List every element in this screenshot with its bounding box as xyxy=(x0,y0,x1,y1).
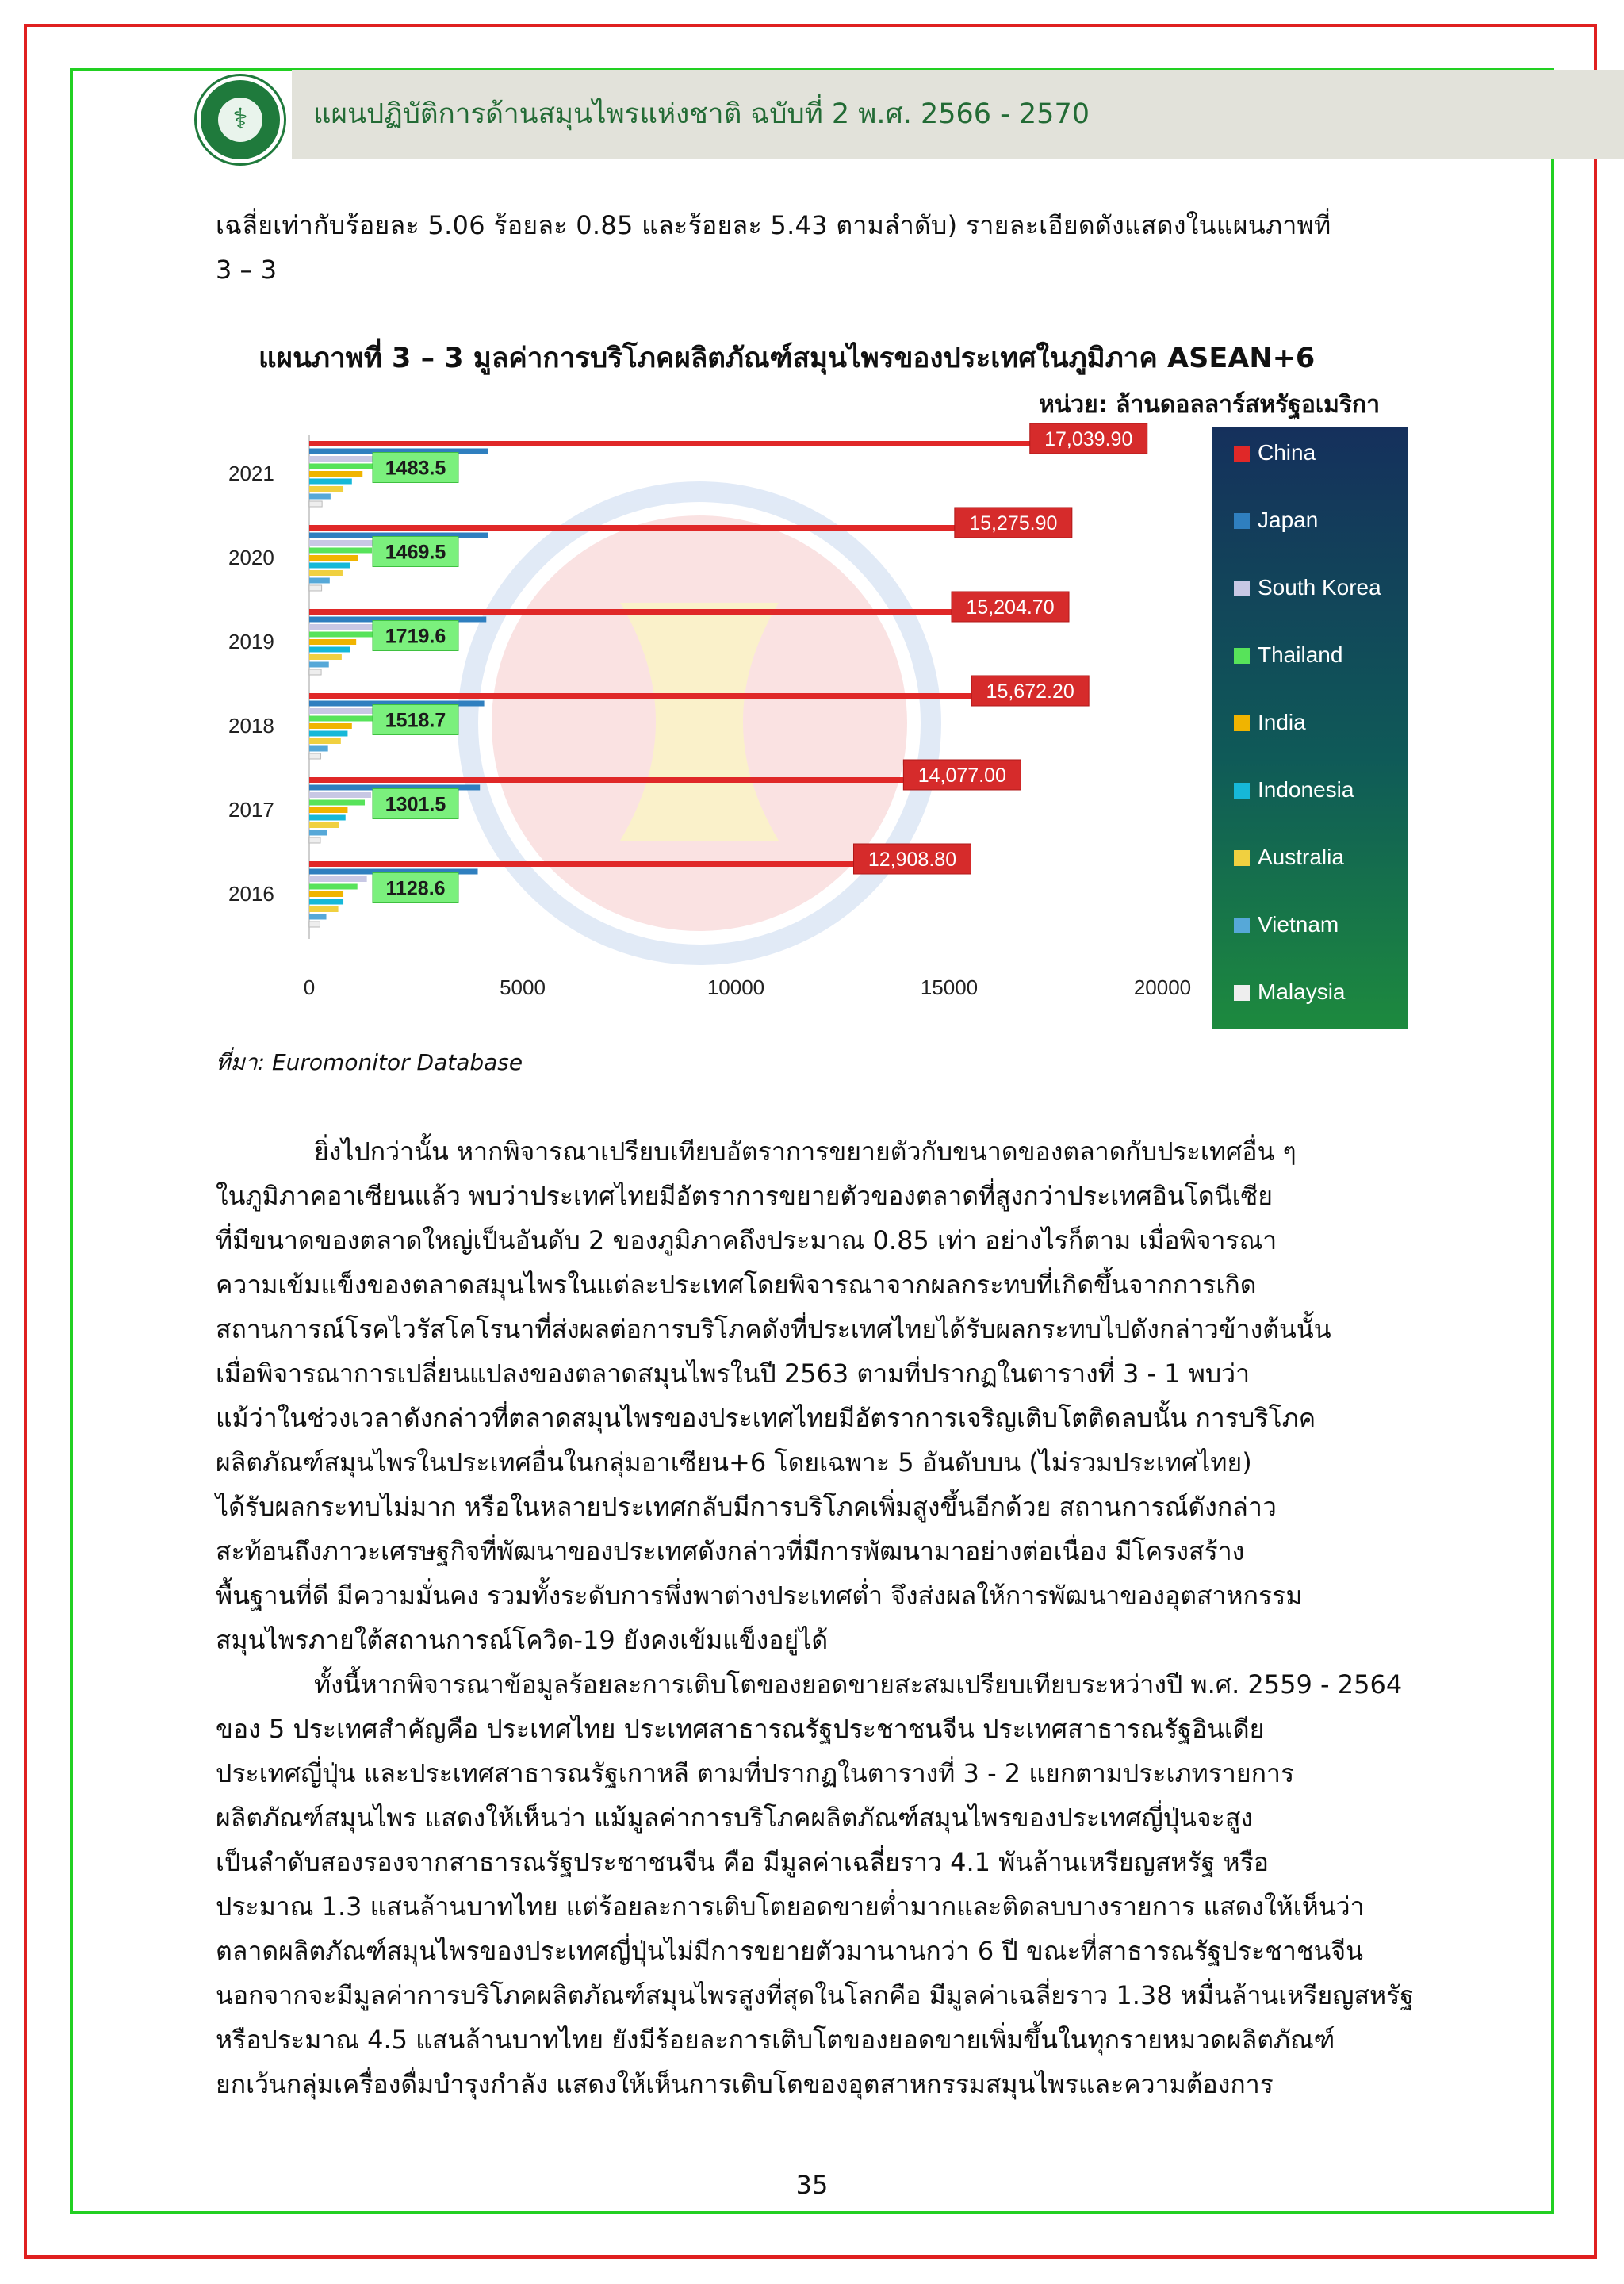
text-line: ผลิตภัณฑ์สมุนไพรในประเทศอื่นในกลุ่มอาเซียน+6 โดยเฉพาะ 5 อันดับบน (ไม่รวมประเทศไทย) xyxy=(216,1447,1252,1477)
legend-label: Vietnam xyxy=(1258,912,1339,937)
x-tick-label: 15000 xyxy=(920,975,979,999)
data-label: 12,908.80 xyxy=(868,849,957,871)
bar-malaysia xyxy=(309,922,320,927)
legend-label: South Korea xyxy=(1258,575,1381,600)
figure-source: ที่มา: Euromonitor Database xyxy=(216,1049,523,1075)
legend-swatch-australia xyxy=(1234,850,1250,866)
bar-south-korea xyxy=(309,540,380,546)
legend-label: Indonesia xyxy=(1258,777,1354,802)
data-label: 1518.7 xyxy=(385,709,446,732)
data-label: 15,204.70 xyxy=(966,596,1055,619)
page-number: 35 xyxy=(795,2170,829,2200)
document-header-title: แผนปฏิบัติการด้านสมุนไพรแห่งชาติ ฉบับที่ 2 พ.ศ. 2566 - 2570 xyxy=(313,98,1090,130)
bar-malaysia xyxy=(309,837,320,843)
ministry-of-public-health-seal-icon: ⚕ xyxy=(197,76,284,163)
text-line: สมุนไพรภายใต้สถานการณ์โควิด-19 ยังคงเข้มแข็งอยู่ได้ xyxy=(216,1625,829,1655)
legend-swatch-china xyxy=(1234,446,1250,462)
y-category-label: 2021 xyxy=(228,462,274,485)
text-line: ที่มีขนาดของตลาดใหญ่เป็นอันดับ 2 ของภูมิภาคถึงประมาณ 0.85 เท่า อย่างไรก็ตาม เมื่อพิจารณา xyxy=(216,1225,1277,1255)
text-line: ประมาณ 1.3 แสนล้านบาทไทย แต่ร้อยละการเติบโตยอดขายต่ำมากและติดลบบางรายการ แสดงให้เห็นว่า xyxy=(216,1891,1365,1922)
x-tick-label: 5000 xyxy=(500,975,546,999)
bar-india xyxy=(309,891,343,897)
bar-china xyxy=(309,525,961,531)
figure-title: แผนภาพที่ 3 – 3 มูลค่าการบริโภคผลิตภัณฑ์สมุนไพรของประเทศในภูมิภาค ASEAN+6 xyxy=(259,343,1316,374)
bar-thailand xyxy=(309,884,358,890)
bar-australia xyxy=(309,570,343,576)
bar-australia xyxy=(309,906,339,912)
bar-australia xyxy=(309,822,339,828)
legend-label: India xyxy=(1258,710,1306,734)
y-category-label: 2018 xyxy=(228,714,274,738)
bar-indonesia xyxy=(309,563,350,569)
bar-thailand xyxy=(309,464,373,469)
bar-australia xyxy=(309,486,343,492)
bar-india xyxy=(309,723,352,729)
bar-china xyxy=(309,609,958,615)
text-line: ทั้งนี้หากพิจารณาข้อมูลร้อยละการเติบโตของยอดขายสะสมเปรียบเทียบระหว่างปี พ.ศ. 2559 - 2564 xyxy=(314,1669,1403,1700)
herbal-consumption-bar-chart xyxy=(228,420,1415,1039)
legend-swatch-japan xyxy=(1234,513,1250,529)
bar-india xyxy=(309,807,347,813)
legend-label: Japan xyxy=(1258,508,1319,532)
legend-label: Thailand xyxy=(1258,642,1343,667)
bar-malaysia xyxy=(309,501,322,507)
bar-thailand xyxy=(309,632,383,638)
y-category-label: 2016 xyxy=(228,882,274,906)
bar-vietnam xyxy=(309,914,327,920)
bar-china xyxy=(309,693,978,699)
text-line: พื้นฐานที่ดี มีความมั่นคง รวมทั้งระดับการพึ่งพาต่างประเทศต่ำ จึงส่งผลให้การพัฒนาของอุตสาหกรรม xyxy=(216,1581,1303,1611)
bar-malaysia xyxy=(309,669,321,675)
y-category-label: 2020 xyxy=(228,546,274,569)
bar-vietnam xyxy=(309,662,329,668)
intro-paragraph xyxy=(216,203,1408,292)
bar-vietnam xyxy=(309,578,330,584)
legend-label: China xyxy=(1258,440,1316,465)
bar-malaysia xyxy=(309,753,321,759)
text-line: ประเทศญี่ปุ่น และประเทศสาธารณรัฐเกาหลี ตามที่ปรากฏในตารางที่ 3 - 2 แยกตามประเภทรายการ xyxy=(216,1758,1295,1788)
bar-indonesia xyxy=(309,899,343,905)
y-category-label: 2017 xyxy=(228,798,274,822)
bar-indonesia xyxy=(309,479,352,485)
bar-indonesia xyxy=(309,815,346,821)
text-line: ผลิตภัณฑ์สมุนไพร แสดงให้เห็นว่า แม้มูลค่าการบริโภคผลิตภัณฑ์สมุนไพรของประเทศญี่ปุ่นจะสูง xyxy=(216,1803,1253,1833)
bar-thailand xyxy=(309,716,374,722)
bar-australia xyxy=(309,738,341,744)
figure-unit: หน่วย: ล้านดอลลาร์สหรัฐอเมริกา xyxy=(1039,391,1381,419)
legend-label: Australia xyxy=(1258,845,1344,869)
bar-vietnam xyxy=(309,830,327,836)
data-label: 1128.6 xyxy=(385,877,446,900)
x-tick-label: 20000 xyxy=(1133,975,1192,999)
bar-china xyxy=(309,777,910,783)
bar-south-korea xyxy=(309,708,375,714)
x-tick-label: 0 xyxy=(303,975,316,999)
bar-south-korea xyxy=(309,624,377,630)
text-line: เป็นลำดับสองรองจากสาธารณรัฐประชาชนจีน คือ มีมูลค่าเฉลี่ยราว 4.1 พันล้านเหรียญสหรัฐ หรือ xyxy=(216,1847,1269,1877)
text-line: ยิ่งไปกว่านั้น หากพิจารณาเปรียบเทียบอัตราการขยายตัวกับขนาดของตลาดกับประเทศอื่น ๆ xyxy=(314,1136,1297,1167)
data-label: 1719.6 xyxy=(385,625,446,648)
bar-vietnam xyxy=(309,494,331,500)
text-line: สะท้อนถึงภาวะเศรษฐกิจที่พัฒนาของประเทศดังกล่าวที่มีการพัฒนามาอย่างต่อเนื่อง มีโครงสร้าง xyxy=(216,1536,1245,1566)
body-paragraphs xyxy=(216,1129,1414,2106)
text-line: เมื่อพิจารณาการเปลี่ยนแปลงของตลาดสมุนไพรในปี 2563 ตามที่ปรากฏในตารางที่ 3 - 1 พบว่า xyxy=(216,1359,1251,1389)
text-line: แม้ว่าในช่วงเวลาดังกล่าวที่ตลาดสมุนไพรของประเทศไทยมีอัตราการเจริญเติบโตติดลบนั้น การบริโภค xyxy=(216,1403,1316,1433)
x-tick-label: 10000 xyxy=(707,975,765,999)
text-line: สถานการณ์โรคไวรัสโคโรนาที่ส่งผลต่อการบริโภคดังที่ประเทศไทยได้รับผลกระทบไปดังกล่าวข้างต้นนั้น xyxy=(216,1314,1331,1344)
legend-swatch-thailand xyxy=(1234,648,1250,664)
text-line: ได้รับผลกระทบไม่มาก หรือในหลายประเทศกลับมีการบริโภคเพิ่มสูงขึ้นอีกด้วย สถานการณ์ดังกล่าว xyxy=(216,1492,1277,1522)
text-line: ยกเว้นกลุ่มเครื่องดื่มบำรุงกำลัง แสดงให้เห็นการเติบโตของอุตสาหกรรมสมุนไพรและความต้องการ xyxy=(216,2069,1274,2099)
data-label: 14,077.00 xyxy=(917,765,1006,787)
data-label: 1483.5 xyxy=(385,457,446,480)
bar-malaysia xyxy=(309,585,322,591)
legend-swatch-indonesia xyxy=(1234,783,1250,799)
data-label: 1469.5 xyxy=(385,541,446,564)
bar-vietnam xyxy=(309,746,328,752)
legend-swatch-malaysia xyxy=(1234,985,1250,1001)
bar-indonesia xyxy=(309,731,347,737)
asean-watermark xyxy=(468,492,931,955)
text-line: นอกจากจะมีมูลค่าการบริโภคผลิตภัณฑ์สมุนไพรสูงที่สุดในโลกคือ มีมูลค่าเฉลี่ยราว 1.38 หมื่นล้านเหรียญสหรัฐ xyxy=(216,1980,1414,2010)
text-line: เฉลี่ยเท่ากับร้อยละ 5.06 ร้อยละ 0.85 และร้อยละ 5.43 ตามลำดับ) รายละเอียดดังแสดงในแผนภาพที่ xyxy=(216,210,1331,240)
bar-india xyxy=(309,555,358,561)
bar-india xyxy=(309,471,362,477)
text-line: ของ 5 ประเทศสำคัญคือ ประเทศไทย ประเทศสาธารณรัฐประชาชนจีน ประเทศสาธารณรัฐอินเดีย xyxy=(216,1714,1265,1744)
bar-south-korea xyxy=(309,876,367,882)
bar-australia xyxy=(309,654,342,660)
bar-indonesia xyxy=(309,647,350,653)
y-category-label: 2019 xyxy=(228,630,274,653)
legend-swatch-vietnam xyxy=(1234,918,1250,933)
legend-swatch-india xyxy=(1234,715,1250,731)
data-label: 1301.5 xyxy=(385,793,446,816)
text-line: ในภูมิภาคอาเซียนแล้ว พบว่าประเทศไทยมีอัตราการขยายตัวของตลาดที่สูงกว่าประเทศอินโดนีเซีย xyxy=(216,1181,1273,1211)
data-label: 15,672.20 xyxy=(986,680,1074,703)
bar-china xyxy=(309,441,1036,446)
legend-swatch-south-korea xyxy=(1234,581,1250,596)
legend-label: Malaysia xyxy=(1258,979,1346,1004)
bar-china xyxy=(309,861,860,867)
bar-south-korea xyxy=(309,456,381,462)
bar-south-korea xyxy=(309,792,371,798)
bar-thailand xyxy=(309,548,372,554)
text-line: ตลาดผลิตภัณฑ์สมุนไพรของประเทศญี่ปุ่นไม่มีการขยายตัวมานานกว่า 6 ปี ขณะที่สาธารณรัฐประชาชนจีน xyxy=(216,1936,1364,1966)
bar-thailand xyxy=(309,800,365,806)
data-label: 17,039.90 xyxy=(1044,428,1133,450)
text-line: 3 – 3 xyxy=(216,255,278,285)
bar-india xyxy=(309,639,356,645)
data-label: 15,275.90 xyxy=(969,512,1058,535)
text-line: หรือประมาณ 4.5 แสนล้านบาทไทย ยังมีร้อยละการเติบโตของยอดขายเพิ่มขึ้นในทุกรายหมวดผลิตภัณฑ์ xyxy=(216,2025,1335,2055)
text-line: ความเข้มแข็งของตลาดสมุนไพรในแต่ละประเทศโดยพิจารณาจากผลกระทบที่เกิดขึ้นจากการเกิด xyxy=(216,1270,1257,1300)
